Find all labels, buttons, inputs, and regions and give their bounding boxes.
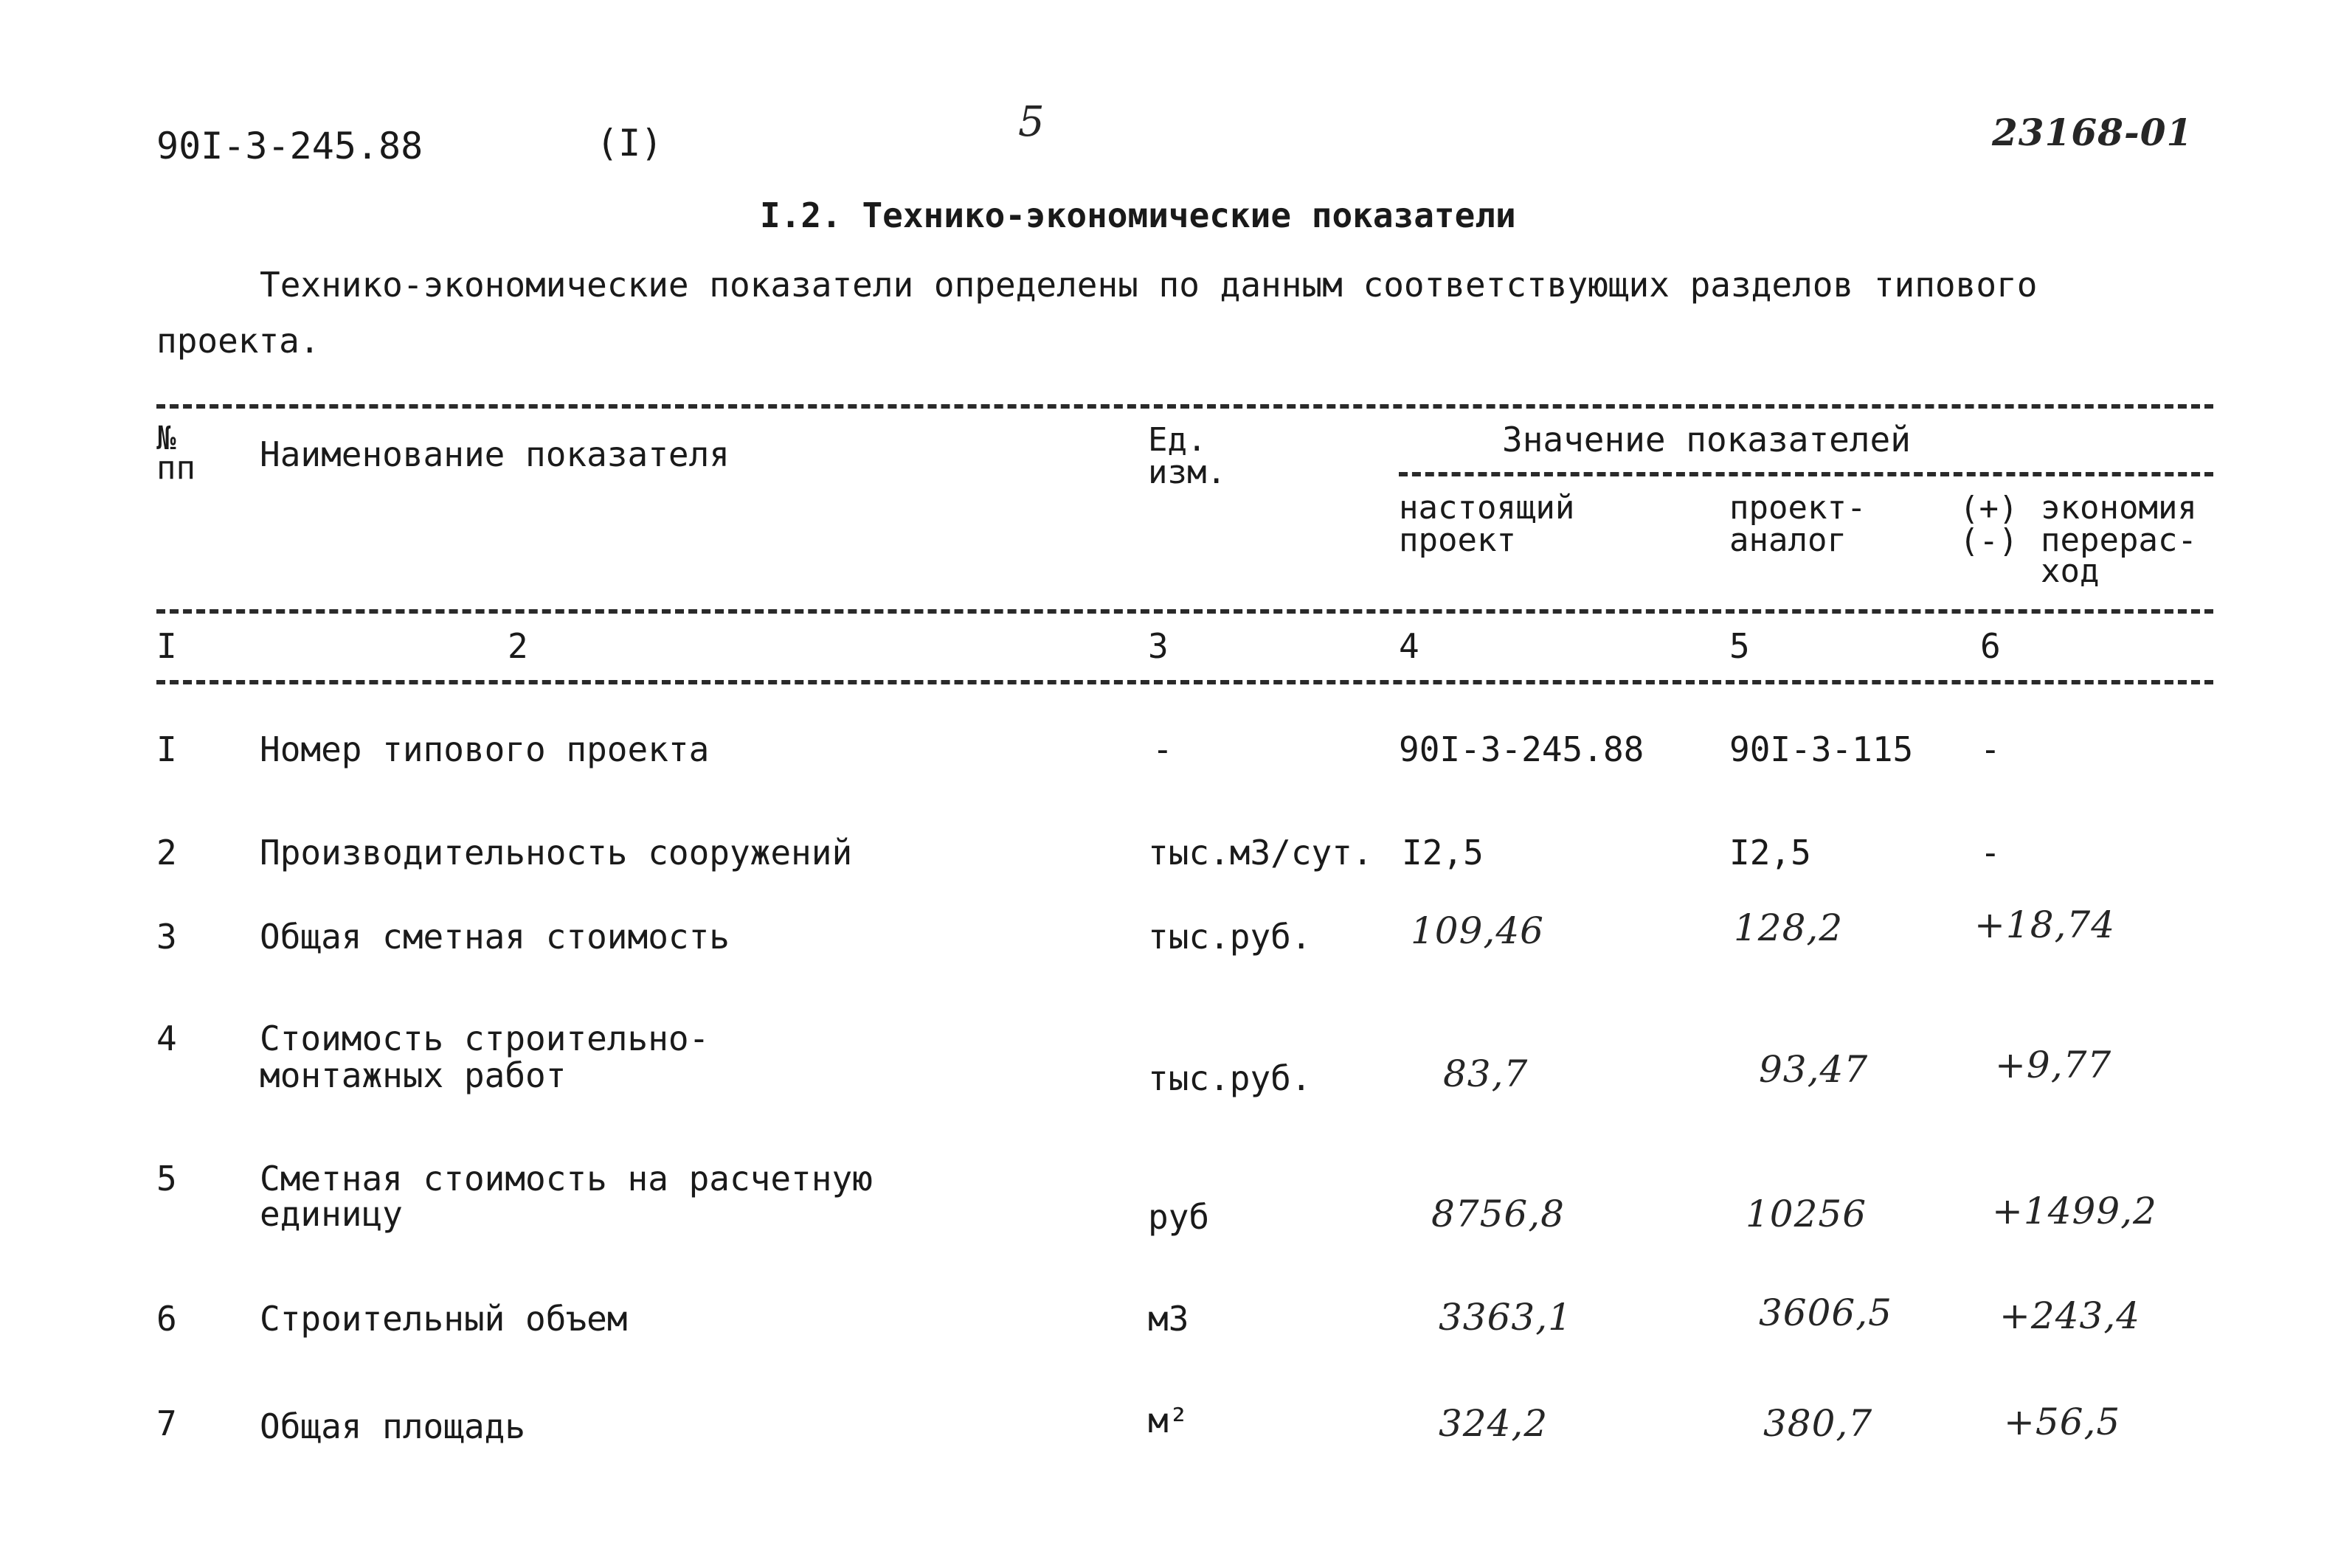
row-1-current: 90I-3-245.88 xyxy=(1399,729,1644,769)
row-4-num: 4 xyxy=(156,1019,177,1058)
intro-text-line-1: Технико-экономические показатели определены по данным соответствующих разделов типового xyxy=(260,265,2038,305)
header-bottom-rule xyxy=(156,609,2213,614)
row-6-current: 3363,1 xyxy=(1439,1296,1572,1339)
values-group-rule xyxy=(1399,472,2213,476)
row-5-unit: руб xyxy=(1148,1197,1210,1237)
header-diff-sign-minus: (-) xyxy=(1960,522,2019,560)
column-number-1: I xyxy=(156,626,177,666)
row-4-name-line-1: Стоимость строительно- xyxy=(260,1019,710,1058)
header-values-group: Значение показателей xyxy=(1502,420,1911,459)
row-5-name-line-1: Сметная стоимость на расчетную xyxy=(260,1159,873,1198)
row-7-num: 7 xyxy=(156,1404,177,1443)
row-4-analog: 93,47 xyxy=(1759,1048,1869,1091)
row-1-unit: - xyxy=(1152,729,1173,769)
header-diff-line-3: ход xyxy=(2041,552,2100,590)
row-1-name: Номер типового проекта xyxy=(260,729,710,769)
header-name: Наименование показателя xyxy=(260,434,730,474)
row-3-num: 3 xyxy=(156,917,177,957)
document-part: (I) xyxy=(596,122,663,164)
header-diff-line-1: экономия xyxy=(2041,489,2197,527)
row-5-analog: 10256 xyxy=(1746,1193,1867,1235)
header-unit-line-2: изм. xyxy=(1148,454,1226,491)
row-2-diff: - xyxy=(1980,833,2001,873)
row-2-num: 2 xyxy=(156,833,177,873)
row-1-diff: - xyxy=(1980,729,2001,769)
row-1-analog: 90I-3-115 xyxy=(1729,729,1914,769)
row-3-current: 109,46 xyxy=(1411,909,1544,952)
column-number-6: 6 xyxy=(1980,626,2001,666)
row-3-diff: +18,74 xyxy=(1974,903,2116,946)
row-5-name-line-2: единицу xyxy=(260,1194,403,1234)
row-3-name: Общая сметная стоимость xyxy=(260,917,730,957)
row-4-current: 83,7 xyxy=(1443,1052,1529,1095)
row-7-analog: 380,7 xyxy=(1763,1402,1873,1445)
row-5-diff: +1499,2 xyxy=(1992,1190,2157,1232)
row-2-unit: тыс.м3/сут. xyxy=(1148,833,1373,873)
column-number-3: 3 xyxy=(1148,626,1169,666)
row-7-unit: м² xyxy=(1148,1401,1189,1440)
table-top-rule xyxy=(156,404,2213,409)
header-diff-line-2: перерас- xyxy=(2041,521,2197,559)
column-number-4: 4 xyxy=(1399,626,1419,666)
header-num-line-1: № xyxy=(156,420,176,457)
row-7-current: 324,2 xyxy=(1439,1402,1549,1445)
header-num-line-2: пп xyxy=(156,449,196,487)
row-7-diff: +56,5 xyxy=(2004,1401,2121,1443)
header-diff-sign-plus: (+) xyxy=(1960,490,2019,527)
row-4-name-line-2: монтажных работ xyxy=(260,1055,567,1095)
row-1-num: I xyxy=(156,729,177,769)
intro-text-line-2: проекта. xyxy=(156,321,320,361)
header-current-line-2: проект xyxy=(1399,521,1516,559)
row-6-diff: +243,4 xyxy=(1999,1294,2141,1337)
column-number-2: 2 xyxy=(508,626,528,666)
row-2-current: I2,5 xyxy=(1402,833,1484,873)
archive-number: 23168-01 xyxy=(1992,111,2193,154)
row-2-name: Производительность сооружений xyxy=(260,833,853,873)
row-6-name: Строительный объем xyxy=(260,1299,628,1339)
column-numbers-rule xyxy=(156,680,2213,684)
header-analog-line-1: проект- xyxy=(1729,489,1867,527)
row-7-name: Общая площадь xyxy=(260,1406,526,1446)
row-4-diff: +9,77 xyxy=(1995,1044,2112,1086)
row-6-num: 6 xyxy=(156,1299,177,1339)
row-6-unit: м3 xyxy=(1148,1299,1189,1339)
row-2-analog: I2,5 xyxy=(1729,833,1811,873)
column-number-5: 5 xyxy=(1729,626,1750,666)
page-number: 5 xyxy=(1018,98,1045,146)
row-5-num: 5 xyxy=(156,1159,177,1198)
section-title: I.2. Технико-экономические показатели xyxy=(760,195,1516,235)
header-analog-line-2: аналог xyxy=(1729,521,1847,559)
row-4-unit: тыс.руб. xyxy=(1148,1058,1312,1098)
row-3-unit: тыс.руб. xyxy=(1148,917,1312,957)
header-unit-line-1: Ед. xyxy=(1148,421,1207,459)
document-code: 90I-3-245.88 xyxy=(156,125,423,167)
row-5-current: 8756,8 xyxy=(1431,1193,1565,1235)
row-3-analog: 128,2 xyxy=(1734,906,1844,949)
row-6-analog: 3606,5 xyxy=(1759,1291,1892,1334)
header-current-line-1: настоящий xyxy=(1399,489,1575,527)
